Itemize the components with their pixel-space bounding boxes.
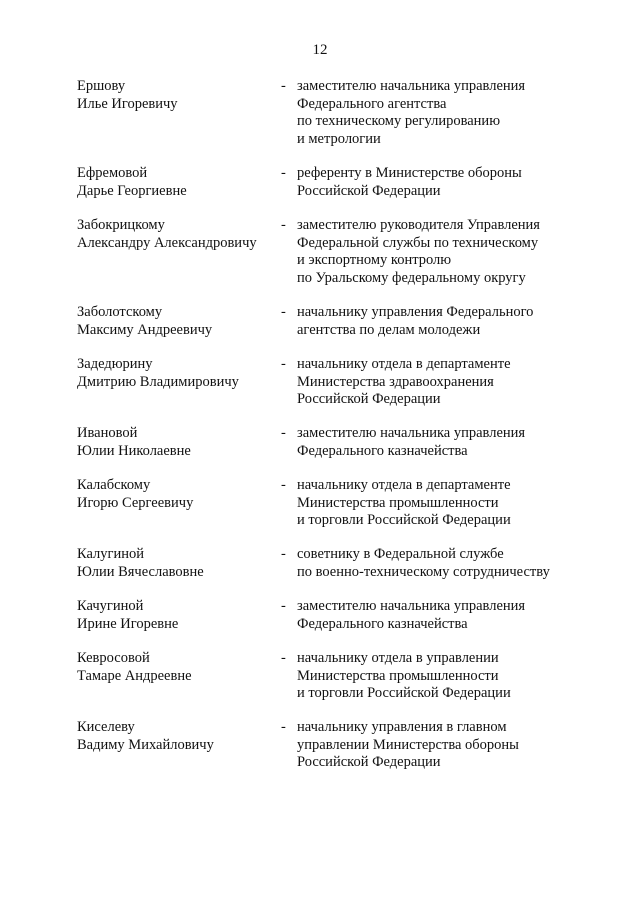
person-name-line: Илье Игоревичу: [77, 95, 178, 112]
person-name-line: Киселеву: [77, 719, 135, 735]
person-name-line: Ершову: [77, 78, 126, 94]
position-title-line: Федерального агентства: [297, 95, 447, 112]
position-title-line: начальнику управления Федерального: [297, 304, 534, 320]
separator-dash: -: [281, 650, 286, 666]
person-name-line: Игорю Сергеевичу: [77, 494, 194, 511]
separator-dash: -: [281, 598, 286, 614]
separator-dash: -: [281, 546, 286, 562]
position-title-line: заместителю руководителя Управления: [297, 217, 540, 233]
person-name: [77, 356, 267, 391]
position-title-line: по техническому регулированию: [297, 113, 501, 129]
person-name: [77, 650, 267, 685]
person-name: [77, 598, 267, 633]
person-name-line: Юлии Вячеславовне: [77, 563, 204, 580]
position-title-line: Российской Федерации: [297, 391, 441, 407]
person-name: [77, 477, 267, 512]
person-name-line: Калугиной: [77, 546, 145, 562]
position-title-line: Министерства здравоохранения: [297, 373, 494, 390]
position-title: [297, 598, 617, 633]
position-title-line: заместителю начальника управления: [297, 78, 526, 94]
separator-dash: -: [281, 719, 286, 735]
person-name-line: Дмитрию Владимировичу: [77, 373, 239, 390]
position-title-line: начальнику отдела в департаменте: [297, 356, 511, 372]
separator-dash: -: [281, 356, 286, 372]
separator-dash: -: [281, 477, 286, 493]
position-title-line: начальнику отдела в управлении: [297, 650, 499, 666]
position-title-line: по военно-техническому сотрудничеству: [297, 563, 550, 580]
person-name-line: Заболотскому: [77, 304, 163, 320]
position-title: [297, 650, 617, 703]
position-title-line: Российской Федерации: [297, 754, 441, 770]
position-title-line: и торговли Российской Федерации: [297, 685, 511, 701]
position-title: [297, 304, 617, 339]
person-name-line: Максиму Андреевичу: [77, 321, 213, 338]
page-number: 12: [312, 42, 328, 58]
separator-dash: -: [281, 304, 286, 320]
position-title-line: и экспортному контролю: [297, 252, 452, 268]
position-title-line: по Уральскому федеральному округу: [297, 269, 526, 286]
separator-dash: -: [281, 425, 286, 441]
position-title-line: заместителю начальника управления: [297, 598, 526, 614]
position-title: [297, 217, 617, 287]
position-title-line: Федерального казначейства: [297, 442, 468, 459]
position-title: [297, 719, 617, 772]
person-name-line: Ирине Игоревне: [77, 615, 179, 632]
person-name-line: Дарье Георгиевне: [77, 182, 187, 199]
person-name: [77, 78, 267, 113]
position-title-line: Министерства промышленности: [297, 494, 499, 511]
person-name-line: Александру Александровичу: [77, 234, 257, 251]
person-name: [77, 546, 267, 581]
position-title-line: референту в Министерстве обороны: [297, 165, 522, 181]
person-name-line: Ивановой: [77, 425, 138, 441]
position-title: [297, 546, 617, 581]
position-title-line: Российской Федерации: [297, 182, 441, 199]
separator-dash: -: [281, 78, 286, 94]
person-name: [77, 165, 267, 200]
person-name-line: Качугиной: [77, 598, 144, 614]
position-title-line: начальнику отдела в департаменте: [297, 477, 511, 493]
position-title-line: управлении Министерства обороны: [297, 736, 519, 753]
position-title-line: Министерства промышленности: [297, 667, 499, 684]
position-title: [297, 78, 617, 148]
position-title-line: и торговли Российской Федерации: [297, 512, 511, 528]
person-name-line: Задедюрину: [77, 356, 153, 372]
person-name-line: Ефремовой: [77, 165, 148, 181]
person-name: [77, 304, 267, 339]
position-title-line: и метрологии: [297, 130, 381, 147]
person-name-line: Калабскому: [77, 477, 151, 493]
position-title: [297, 165, 617, 200]
position-title: [297, 356, 617, 409]
position-title-line: начальнику управления в главном: [297, 719, 507, 735]
position-title-line: Федерального казначейства: [297, 615, 468, 632]
position-title-line: заместителю начальника управления: [297, 425, 526, 441]
position-title-line: советнику в Федеральной службе: [297, 546, 504, 562]
position-title: [297, 425, 617, 460]
person-name-line: Вадиму Михайловичу: [77, 736, 214, 753]
person-name: [77, 719, 267, 754]
person-name-line: Юлии Николаевне: [77, 442, 191, 459]
person-name-line: Забокрицкому: [77, 217, 165, 233]
person-name: [77, 217, 267, 252]
separator-dash: -: [281, 165, 286, 181]
position-title-line: Федеральной службы по техническому: [297, 234, 539, 251]
separator-dash: -: [281, 217, 286, 233]
person-name-line: Тамаре Андреевне: [77, 667, 192, 684]
person-name-line: Кевросовой: [77, 650, 150, 666]
position-title: [297, 477, 617, 530]
person-name: [77, 425, 267, 460]
position-title-line: агентства по делам молодежи: [297, 321, 481, 338]
